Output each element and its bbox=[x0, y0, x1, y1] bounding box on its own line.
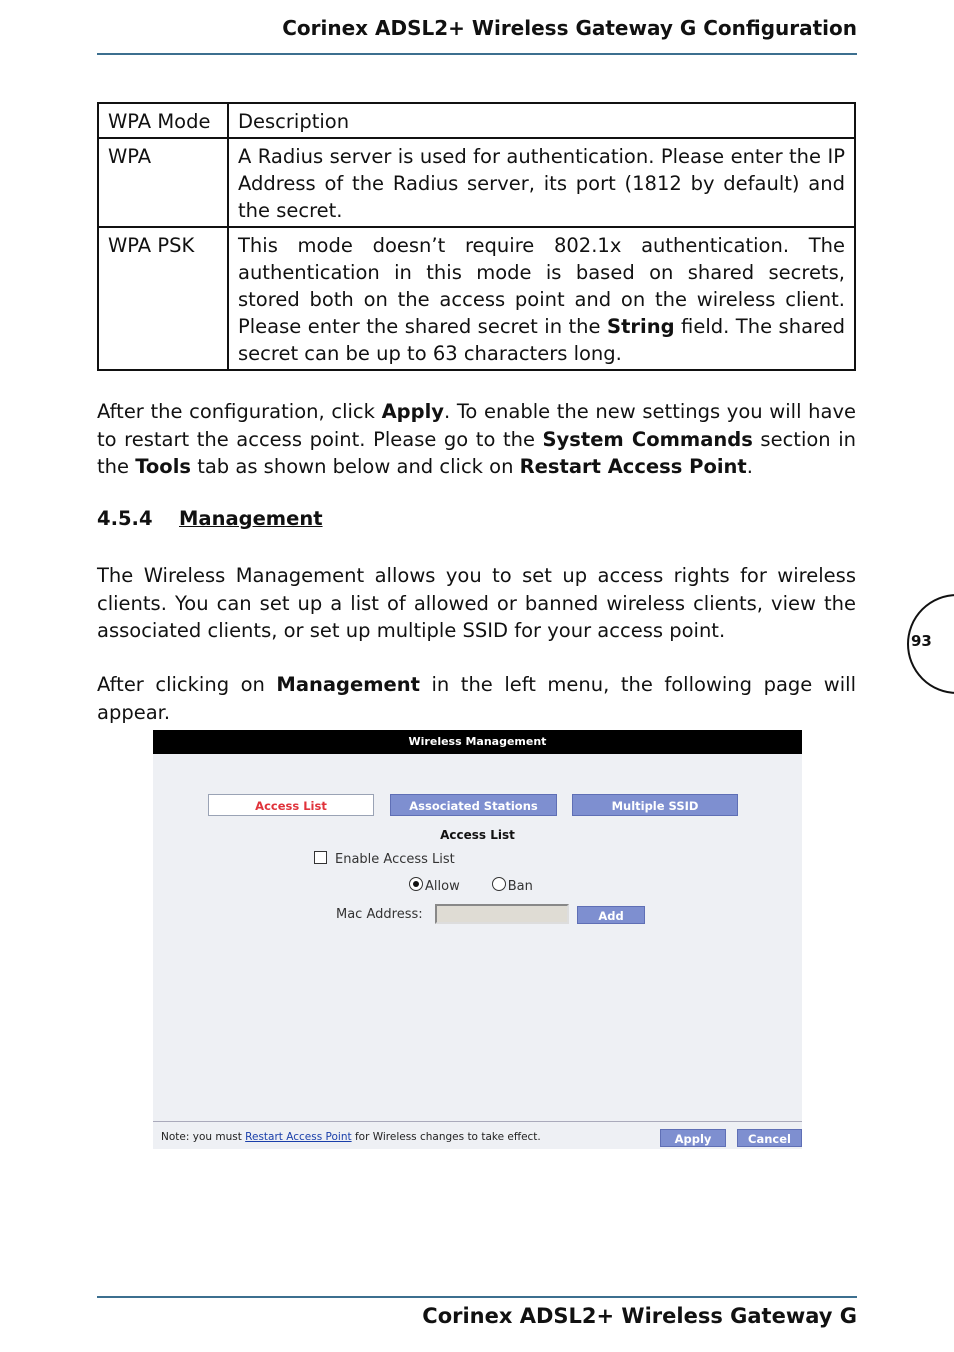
allow-ban-radio-group bbox=[409, 877, 533, 894]
ban-radio-label: Ban bbox=[507, 879, 533, 894]
tab-associated-stations[interactable]: Associated Stations bbox=[390, 794, 557, 816]
restart-access-point-link[interactable]: Restart Access Point bbox=[245, 1131, 352, 1143]
table-cell-description bbox=[228, 227, 855, 370]
bold-term: Management bbox=[276, 673, 420, 696]
note-suffix: for Wireless changes to take effect. bbox=[351, 1131, 541, 1143]
bold-term: Tools bbox=[135, 455, 191, 478]
section-number: 4.5.4 bbox=[97, 507, 153, 530]
page-footer-title: Corinex ADSL2+ Wireless Gateway G bbox=[422, 1304, 857, 1328]
description-bold-term: String bbox=[607, 315, 675, 338]
text-run: tab as shown below and click on bbox=[191, 455, 520, 478]
bold-term: System Commands bbox=[542, 427, 753, 451]
allow-radio-label: Allow bbox=[425, 879, 460, 894]
table-row bbox=[98, 138, 855, 227]
section-heading bbox=[97, 507, 323, 530]
bold-term: Apply bbox=[381, 400, 444, 423]
mac-address-label: Mac Address: bbox=[336, 907, 423, 922]
column-header-description: Description bbox=[228, 103, 855, 138]
access-list-heading: Access List bbox=[440, 828, 515, 842]
text-run: . bbox=[746, 455, 753, 478]
paragraph-management-click bbox=[97, 671, 856, 726]
text-run: section in the bbox=[97, 427, 857, 478]
tab-multiple-ssid[interactable]: Multiple SSID bbox=[572, 794, 738, 816]
paragraph-apply-instructions bbox=[97, 398, 856, 481]
ban-radio[interactable] bbox=[492, 877, 506, 891]
page-header-title: Corinex ADSL2+ Wireless Gateway G Configuration bbox=[282, 16, 857, 40]
text-run: in the left menu, the following page will appear. bbox=[97, 673, 856, 724]
paragraph-management-intro: The Wireless Management allows you to set up access rights for wireless clients. You can set up a list of allowed or banned wireless clients, view the associated clients, or set up multiple SSID for your access point. bbox=[97, 564, 856, 642]
description-text: field. The shared secret can be up to 63 characters long. bbox=[238, 315, 845, 365]
wireless-management-screenshot bbox=[153, 730, 802, 1149]
text-run: . To enable the new settings you will have to restart the access point. Please go to the bbox=[97, 400, 856, 451]
allow-radio[interactable] bbox=[409, 877, 423, 891]
bold-term: Restart Access Point bbox=[519, 455, 747, 478]
table-cell-description: A Radius server is used for authentication. Please enter the IP Address of the Radius server, its port (1812 by default) and the secret. bbox=[228, 138, 855, 227]
header-divider bbox=[97, 53, 857, 55]
section-title: Management bbox=[179, 507, 323, 530]
footer-divider bbox=[153, 1121, 802, 1122]
footer-divider-line bbox=[97, 1296, 857, 1298]
wpa-mode-table bbox=[97, 102, 856, 371]
description-text: This mode doesn’t require 802.1x authentication. The authentication in this mode is based on shared secrets, stored both on the access point and on the wireless client. Please enter the shared secret in the bbox=[238, 234, 845, 338]
table-cell-mode: WPA bbox=[98, 138, 228, 227]
note-prefix: Note: you must bbox=[161, 1131, 246, 1143]
apply-button[interactable]: Apply bbox=[660, 1129, 726, 1147]
cancel-button[interactable]: Cancel bbox=[737, 1129, 802, 1147]
table-cell-mode: WPA PSK bbox=[98, 227, 228, 370]
table-header-row bbox=[98, 103, 855, 138]
text-run: After the configuration, click bbox=[97, 400, 382, 423]
mac-address-input[interactable] bbox=[435, 904, 569, 924]
enable-access-list-checkbox[interactable] bbox=[314, 851, 327, 864]
enable-access-list-row bbox=[314, 851, 455, 867]
table-row bbox=[98, 227, 855, 370]
column-header-mode: WPA Mode bbox=[98, 103, 228, 138]
page-number: 93 bbox=[911, 632, 932, 650]
add-button[interactable]: Add bbox=[577, 906, 645, 924]
restart-note bbox=[161, 1131, 541, 1143]
enable-access-list-label: Enable Access List bbox=[335, 852, 455, 867]
text-run: After clicking on bbox=[97, 673, 277, 696]
window-title-bar: Wireless Management bbox=[153, 730, 802, 754]
tab-access-list[interactable]: Access List bbox=[208, 794, 374, 816]
